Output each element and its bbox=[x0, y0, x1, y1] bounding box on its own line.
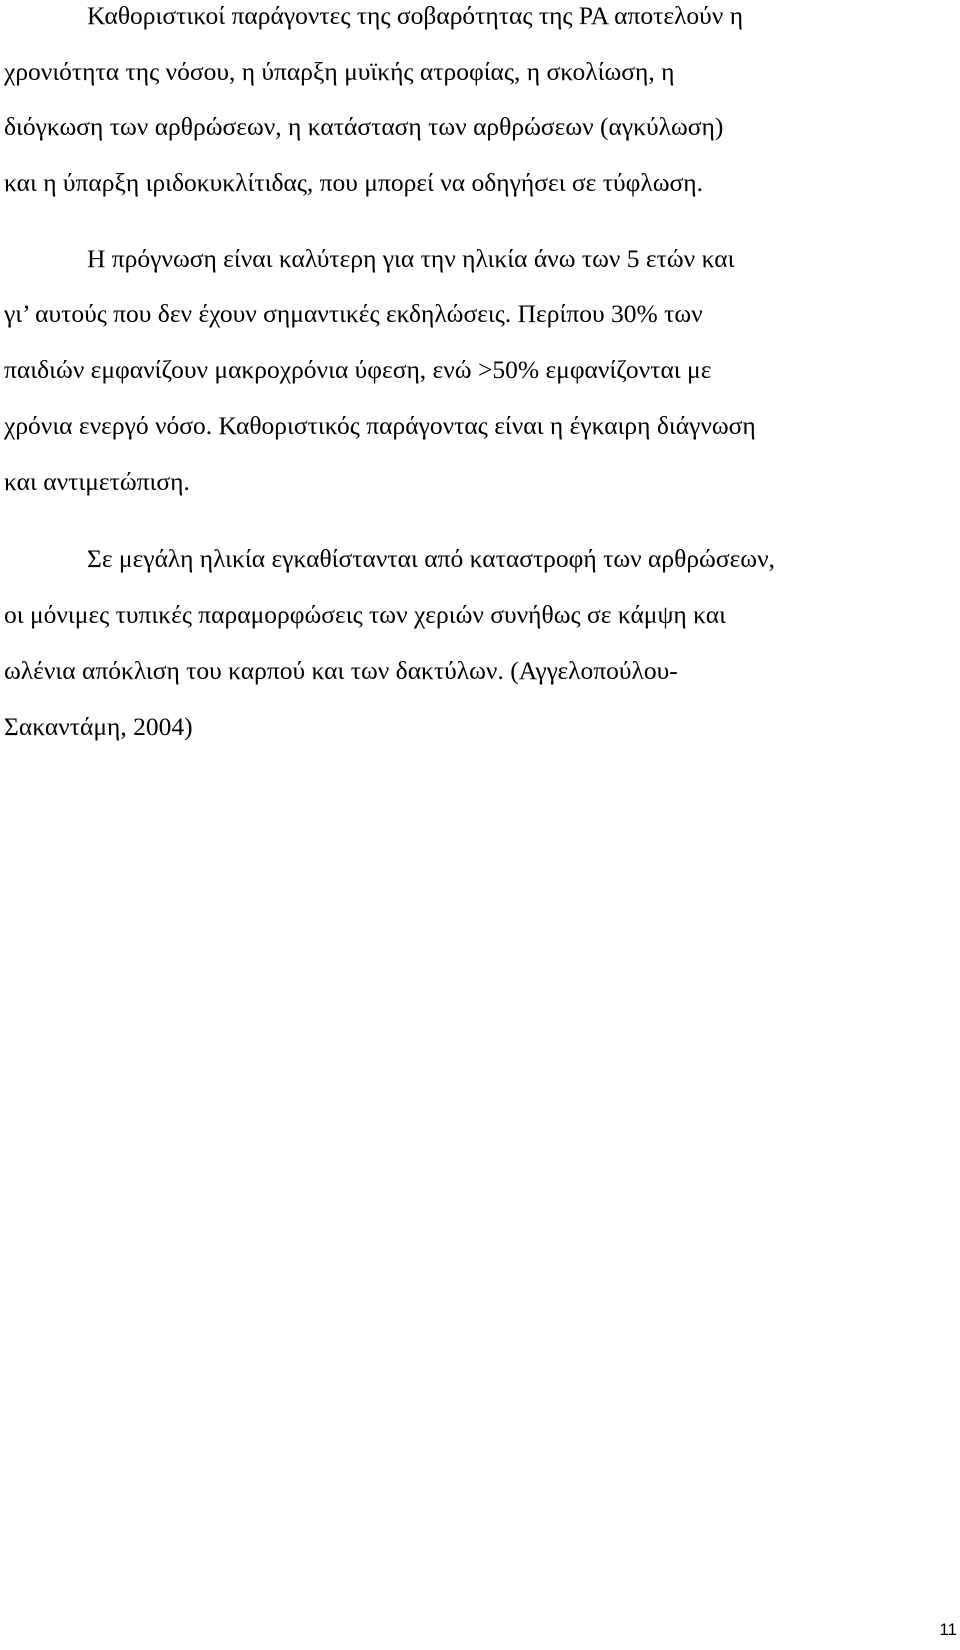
paragraph-3-line-1: Σε μεγάλη ηλικία εγκαθίστανται από καταστροφή των αρθρώσεων, bbox=[87, 544, 775, 573]
page-number: 11 bbox=[939, 1620, 957, 1639]
paragraph-1-line-4: και η ύπαρξη ιριδοκυκλίτιδας, που μπορεί να οδηγήσει σε τύφλωση. bbox=[4, 168, 703, 197]
paragraph-2-line-3: παιδιών εμφανίζουν μακροχρόνια ύφεση, ενώ >50% εμφανίζονται με bbox=[4, 355, 712, 384]
paragraph-3-line-3: ωλένια απόκλιση του καρπού και των δακτύλων. (Αγγελοπούλου- bbox=[4, 656, 678, 685]
paragraph-1-line-3: διόγκωση των αρθρώσεων, η κατάσταση των αρθρώσεων (αγκύλωση) bbox=[4, 112, 724, 141]
paragraph-3-line-4: Σακαντάμη, 2004) bbox=[4, 712, 193, 741]
paragraph-1-line-1: Καθοριστικοί παράγοντες της σοβαρότητας της ΡΑ αποτελούν η bbox=[87, 1, 744, 30]
paragraph-2-line-2: γι’ αυτούς που δεν έχουν σημαντικές εκδηλώσεις. Περίπου 30% των bbox=[4, 299, 703, 328]
paragraph-2-line-4: χρόνια ενεργό νόσο. Καθοριστικός παράγοντας είναι η έγκαιρη διάγνωση bbox=[4, 411, 756, 440]
paragraph-2-line-1: Η πρόγνωση είναι καλύτερη για την ηλικία άνω των 5 ετών και bbox=[87, 244, 735, 273]
paragraph-2-line-5: και αντιμετώπιση. bbox=[4, 467, 190, 496]
paragraph-1-line-2: χρονιότητα της νόσου, η ύπαρξη μυϊκής ατροφίας, η σκολίωση, η bbox=[4, 57, 675, 86]
paragraph-3-line-2: οι μόνιμες τυπικές παραμορφώσεις των χεριών συνήθως σε κάμψη και bbox=[4, 600, 726, 629]
